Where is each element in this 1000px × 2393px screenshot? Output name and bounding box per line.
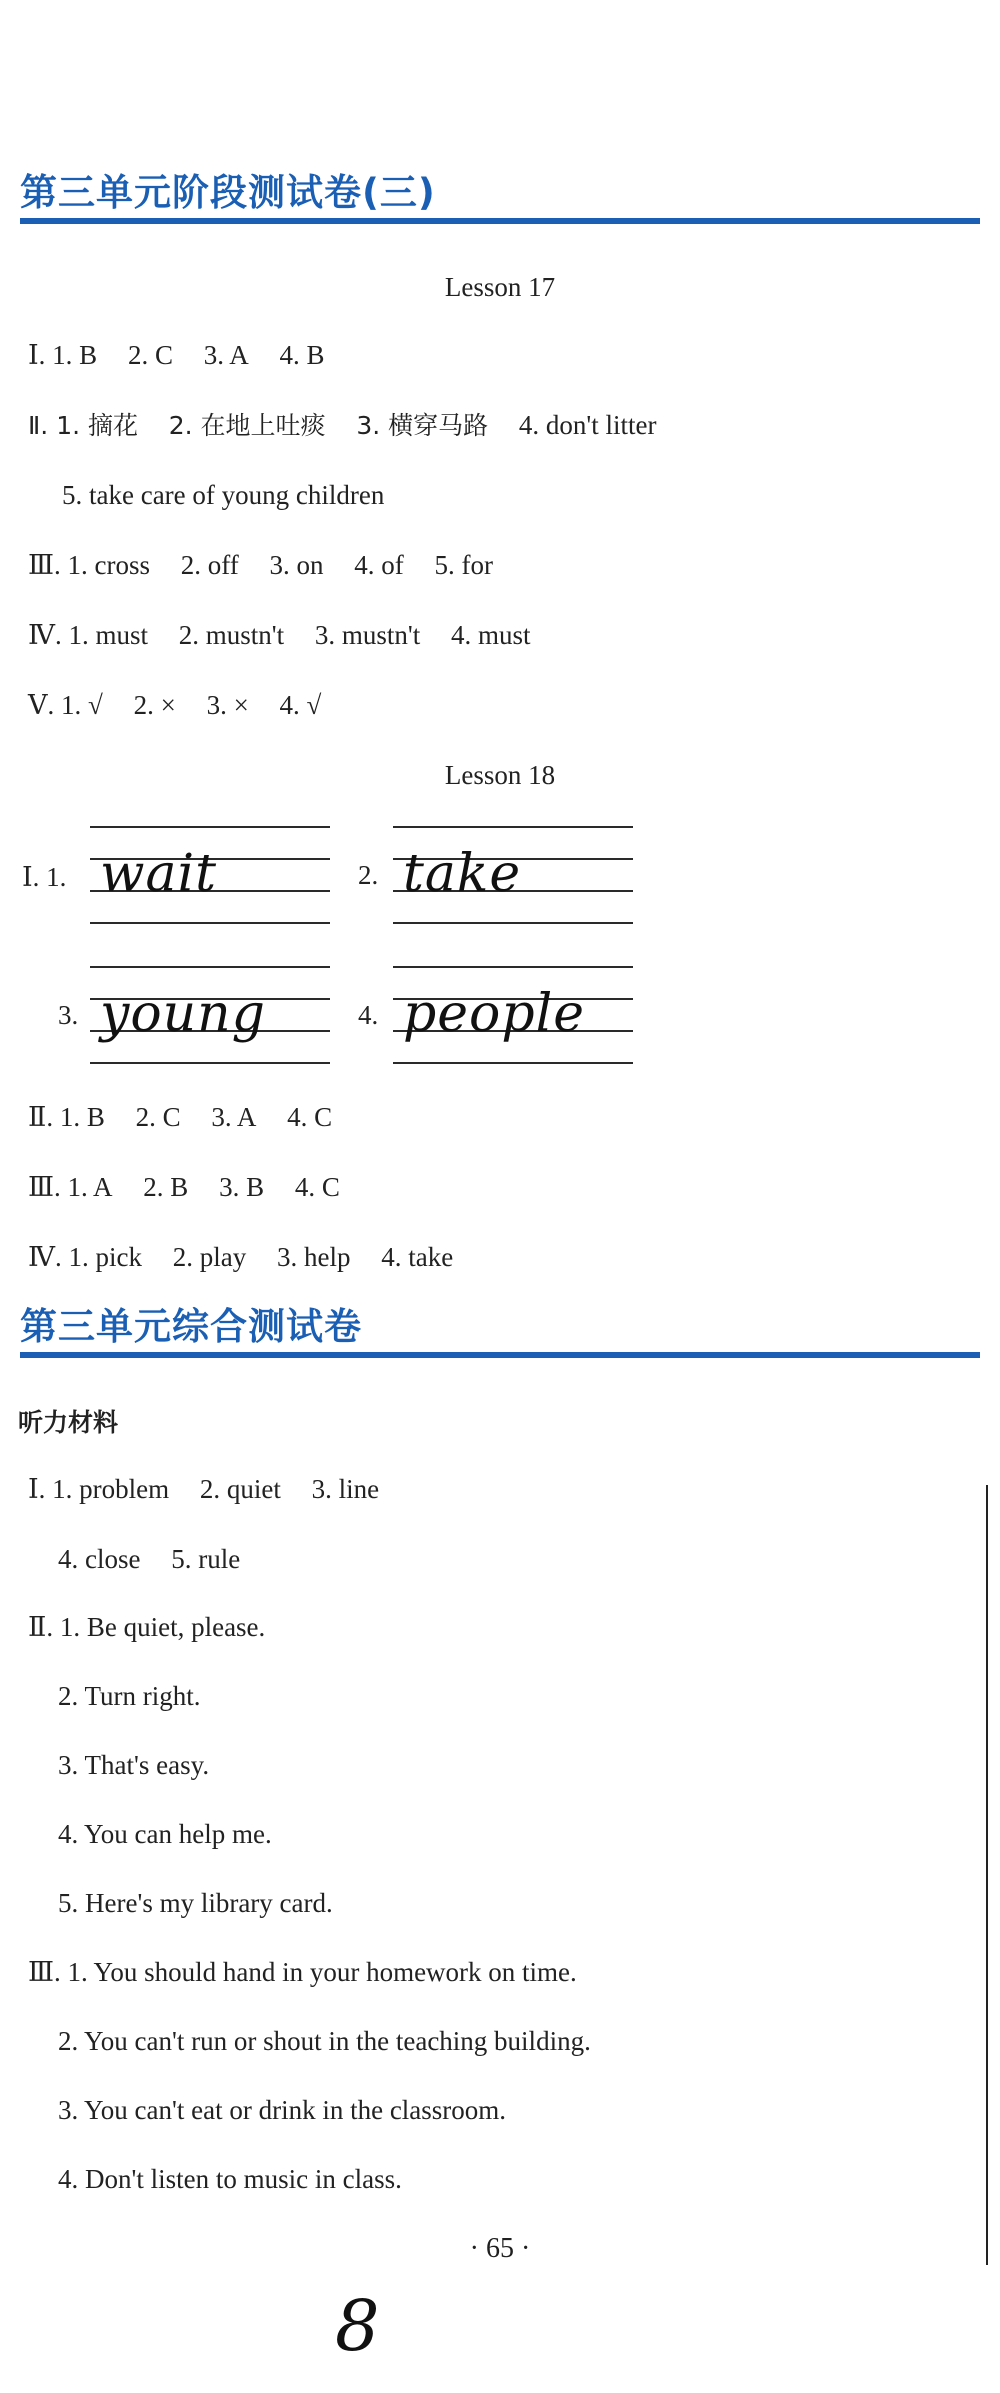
sentence-III-2: 2. You can't run or shout in the teaching building. (58, 2026, 591, 2056)
section-title: 第三单元综合测试卷 (20, 1305, 362, 1348)
lesson-heading: Lesson 18 (444, 760, 556, 790)
answer-row-II-cont: 5. take care of young children (62, 480, 385, 510)
answer-row-II: Ⅱ. 1. 摘花 2. 在地上吐痰 3. 横穿马路 4. don't litter (28, 410, 657, 440)
page-edge-line (986, 1485, 988, 2265)
answer-row-I-label: Ⅰ. 1. (22, 862, 67, 892)
lesson-heading: Lesson 17 (444, 272, 556, 302)
writing-line (393, 922, 633, 924)
answer-row-I: Ⅰ. 1. problem 2. quiet 3. line (28, 1474, 380, 1504)
answer-row-III: Ⅲ. 1. A 2. B 3. B 4. C (28, 1172, 340, 1202)
handwritten-word: people (403, 984, 586, 1044)
writing-line (90, 1062, 330, 1064)
handwritten-word: wait (100, 844, 218, 904)
sentence-II-3: 3. That's easy. (58, 1750, 210, 1780)
handwritten-word: take (403, 844, 522, 904)
page-number: · 65 · (469, 2233, 531, 2264)
sentence-II-1: Ⅱ. 1. Be quiet, please. (28, 1612, 266, 1642)
item-number: 3. (58, 1000, 79, 1030)
handwriting-block-people (393, 966, 633, 1066)
sentence-III-1: Ⅲ. 1. You should hand in your homework on time. (28, 1957, 577, 1987)
item-number: 4. (358, 1000, 379, 1030)
answer-row-V: Ⅴ. 1. √ 2. × 3. × 4. √ (28, 690, 322, 720)
item-number: 2. (358, 860, 379, 890)
sentence-II-4: 4. You can help me. (58, 1819, 272, 1849)
writing-line (393, 1062, 633, 1064)
writing-line (393, 966, 633, 968)
sentence-III-3: 3. You can't eat or drink in the classroom. (58, 2095, 507, 2125)
writing-line (393, 826, 633, 828)
answer-row-II: Ⅱ. 1. B 2. C 3. A 4. C (28, 1102, 333, 1132)
section-header-comprehensive-test (20, 1302, 980, 1352)
section-divider (20, 1352, 980, 1358)
answer-row-I-cont: 4. close 5. rule (58, 1544, 241, 1574)
writing-line (90, 922, 330, 924)
answer-row-IV: Ⅳ. 1. must 2. mustn't 3. mustn't 4. must (28, 620, 531, 650)
handwriting-block-wait (90, 826, 330, 926)
sentence-II-5: 5. Here's my library card. (58, 1888, 333, 1918)
handwritten-word: young (100, 984, 266, 1044)
subheading-listening: 听力材料 (18, 1408, 119, 1437)
sentence-III-4: 4. Don't listen to music in class. (58, 2164, 402, 2194)
section-header-stage-test (20, 168, 980, 218)
handwriting-block-take (393, 826, 633, 926)
writing-line (90, 826, 330, 828)
section-divider (20, 218, 980, 224)
writing-line (90, 966, 330, 968)
answer-row-I: Ⅰ. 1. B 2. C 3. A 4. B (28, 340, 325, 370)
handwritten-mark: 8 (335, 2285, 380, 2367)
handwriting-block-young (90, 966, 330, 1066)
answer-row-IV: Ⅳ. 1. pick 2. play 3. help 4. take (28, 1242, 454, 1272)
answer-row-III: Ⅲ. 1. cross 2. off 3. on 4. of 5. for (28, 550, 494, 580)
sentence-II-2: 2. Turn right. (58, 1681, 201, 1711)
section-title: 第三单元阶段测试卷(三) (20, 171, 436, 214)
